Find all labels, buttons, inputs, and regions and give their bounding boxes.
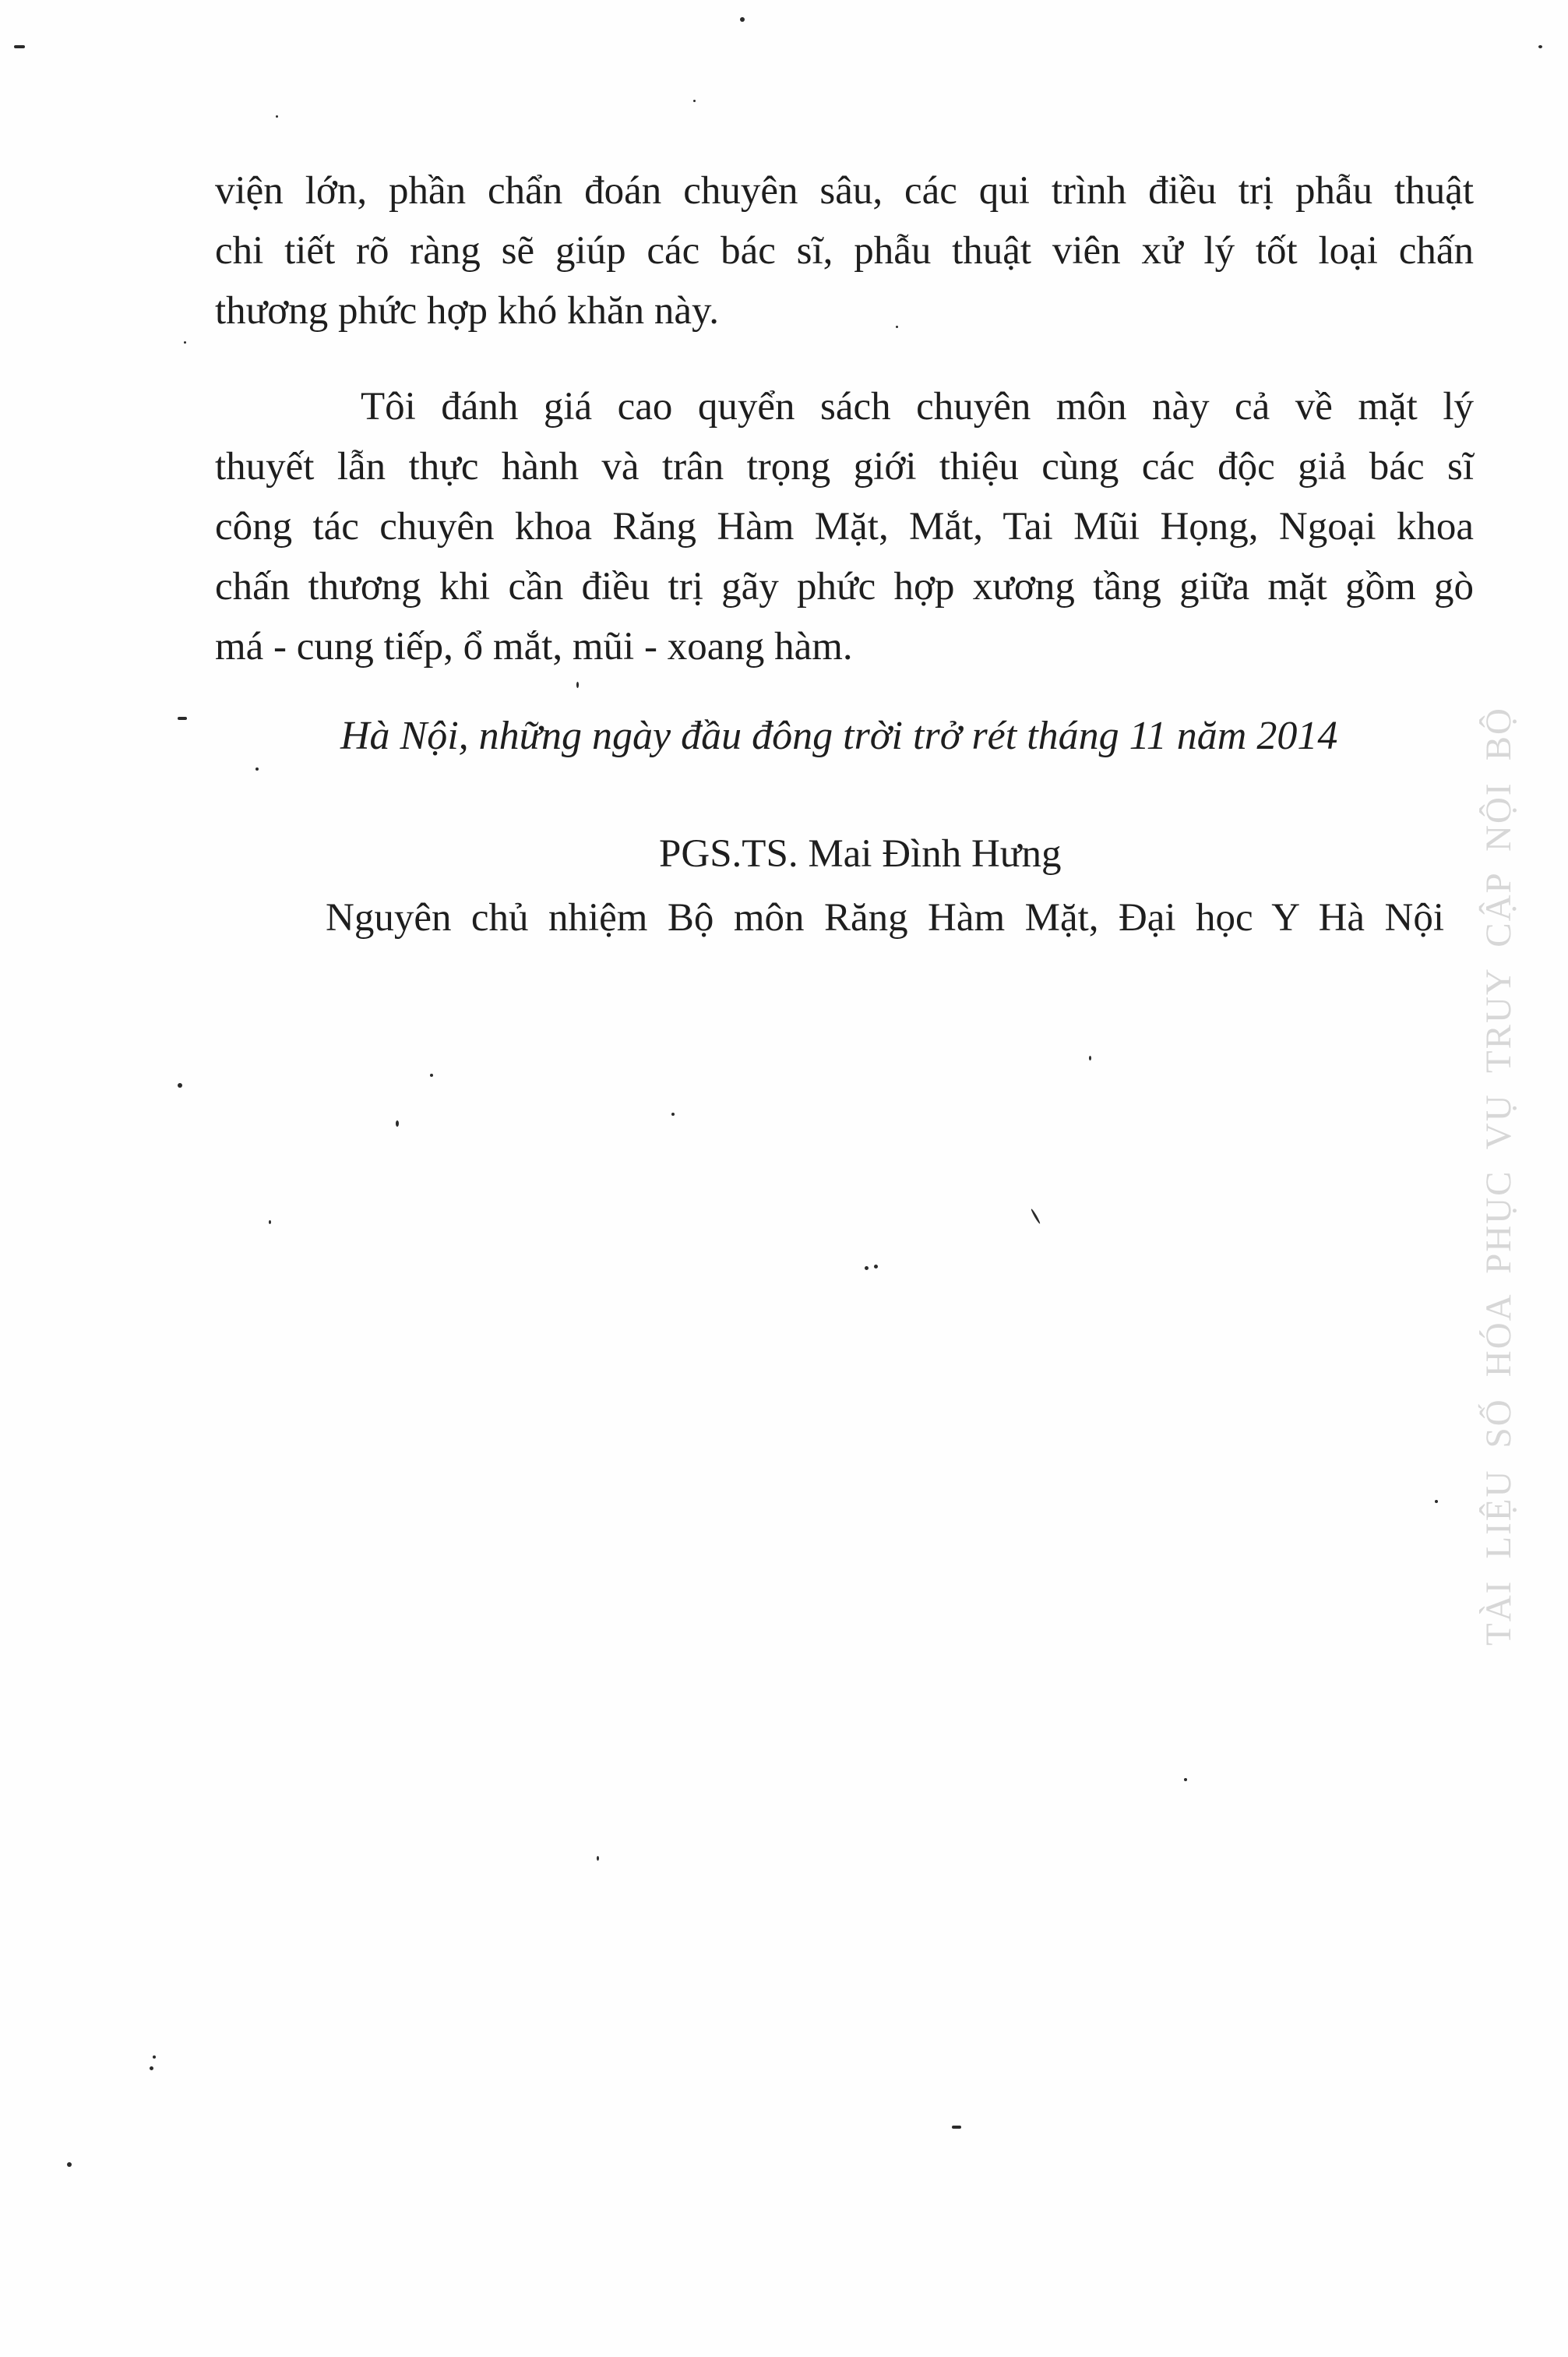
paragraph-2-line-2: thuyết lẫn thực hành và trân trọng giới thiệu cùng các độc giả bác sĩ bbox=[215, 445, 1474, 489]
paragraph-2-line-1: Tôi đánh giá cao quyển sách chuyên môn này cả về mặt lý bbox=[361, 385, 1474, 429]
watermark: TÀI LIỆU SỐ HÓA PHỤC VỤ TRUY CẬP NỘI BỘ bbox=[1478, 707, 1519, 1646]
paragraph-2-line-5: má - cung tiếp, ổ mắt, mũi - xoang hàm. bbox=[215, 625, 853, 669]
place-date-line: Hà Nội, những ngày đầu đông trời trở rét tháng 11 năm 2014 bbox=[340, 714, 1338, 758]
paragraph-2-line-3: công tác chuyên khoa Răng Hàm Mặt, Mắt, Tai Mũi Họng, Ngoại khoa bbox=[215, 505, 1474, 549]
paragraph-1-line-2: chi tiết rõ ràng sẽ giúp các bác sĩ, phẫu thuật viên xử lý tốt loại chấn bbox=[215, 229, 1474, 273]
paragraph-2-line-4: chấn thương khi cần điều trị gãy phức hợp xương tầng giữa mặt gồm gò bbox=[215, 565, 1474, 609]
paragraph-1-line-1: viện lớn, phần chẩn đoán chuyên sâu, các qui trình điều trị phẫu thuật bbox=[215, 169, 1474, 213]
author-name: PGS.TS. Mai Đình Hưng bbox=[659, 832, 1062, 876]
author-title: Nguyên chủ nhiệm Bộ môn Răng Hàm Mặt, Đại học Y Hà Nội bbox=[326, 896, 1444, 940]
paragraph-1-line-3: thương phức hợp khó khăn này. bbox=[215, 289, 719, 333]
